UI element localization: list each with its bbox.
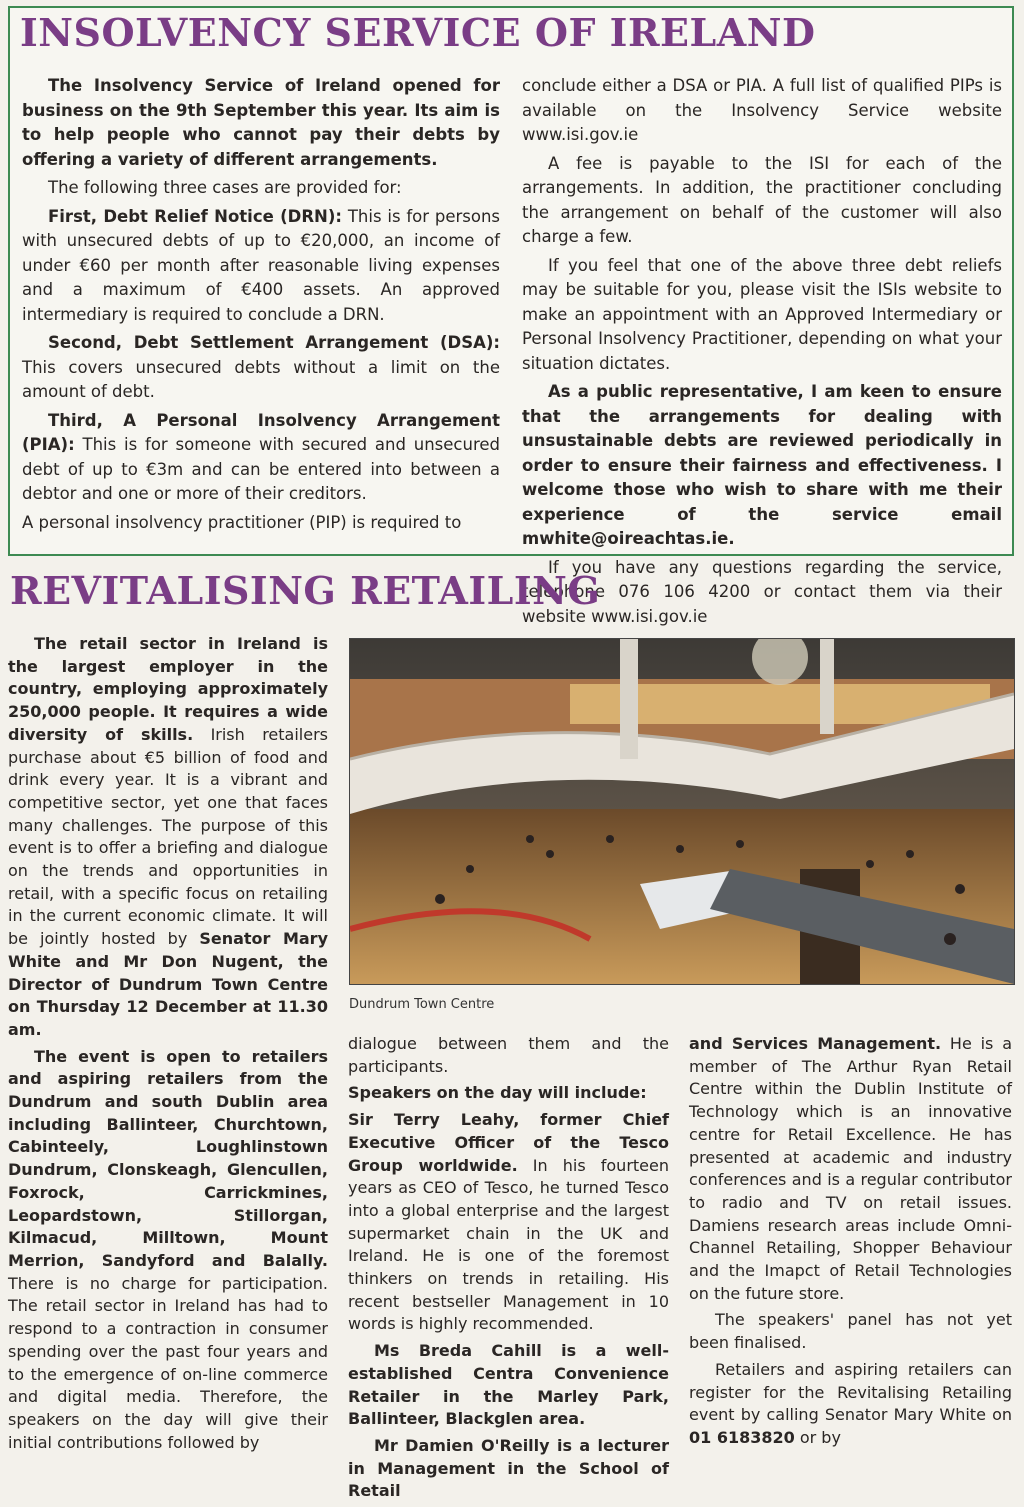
bold-text: Ms Breda Cahill is a well-established Centra Convenience Retailer in the Marley Park, Ballinteer, Blackglen area. [348, 1341, 669, 1429]
bold-text: Senator Mary White and Mr Don Nugent, the Director of Dundrum Town Centre on Thursday 12 December at 11.30 am. [8, 929, 329, 1039]
paragraph [22, 409, 500, 507]
photo-caption: Dundrum Town Centre [349, 997, 495, 1012]
insolvency-column-right [522, 74, 1002, 633]
paragraph [522, 74, 1002, 148]
body-text: A fee is payable to the ISI for each of the arrangements. In addition, the practitioner concluding the arrangement on behalf of the customer will also charge a few. [522, 153, 1002, 246]
bold-text: Mr Damien O'Reilly is a lecturer in Management in the School of Retail [348, 1435, 669, 1501]
bold-text: Third, A Personal Insolvency Arrangement (PIA): [22, 410, 500, 454]
paragraph [522, 254, 1002, 377]
bold-text: Second, Debt Settlement Arrangement (DSA): [48, 333, 500, 352]
body-text: If you have any questions regarding the service, telephone 076 106 4200 or contact them via their website www.isi.gov.ie [522, 557, 1002, 626]
retail-column-1 [8, 633, 328, 1458]
body-text: The speakers' panel has not yet been finalised. [689, 1310, 1012, 1353]
bold-text: The Insolvency Service of Ireland opened for business on the 9th September this year. Its aim is to help people who cannot pay their debts by offering a variety of different arrangements. [22, 76, 500, 169]
paragraph [522, 380, 1002, 552]
paragraph [348, 1109, 669, 1336]
paragraph [522, 152, 1002, 250]
body-text: This is for someone with secured and unsecured debt of up to €3m and can be entered into between a debtor and one or more of their creditors. [22, 435, 500, 503]
bold-text: First, Debt Relief Notice (DRN): [48, 206, 343, 226]
paragraph [22, 74, 500, 172]
retail-column-3 [689, 1033, 1012, 1454]
body-text: He is a member of The Arthur Ryan Retail Centre within the Dublin Institute of Technology which is an innovative centre for Retail Excellence. He has presented at academic and industry conferences and is a regular contributor to radio and TV on retail issues. Damiens research areas include Omni-Channel Retailing, Shopper Behaviour and the Imapct of Retail Technologies on the future store. [689, 1034, 1013, 1303]
insolvency-title: INSOLVENCY SERVICE OF IRELAND [20, 10, 816, 55]
bold-text: Speakers on the day will include: [348, 1083, 647, 1103]
paragraph [22, 331, 500, 405]
bold-text: The event is open to retailers and aspiring retailers from the Dundrum and south Dublin area including Ballinteer, Churchtown, Cabinteely, Loughlinstown Dundrum, Clonskeagh, Glencullen, Foxrock, Carrickmines, Leopardstown, Stillorgan, Kilmacud, Milltown, Mount Merrion, Sandyford and Balally. [8, 1046, 328, 1270]
body-text: This is for persons with unsecured debts of up to €20,000, an income of under €60 per month after reasonable living expenses and a maximum of €400 assets. An approved intermediary is required to conclude a DRN. [22, 206, 501, 324]
bold-text: The retail sector in Ireland is the largest employer in the country, employing approximately 250,000 people. It requires a wide diversity of skills. [8, 634, 328, 744]
paragraph [348, 1340, 669, 1431]
body-text: There is no charge for participation. The retail sector in Ireland has had to respond to a contraction in consumer spending over the past four years and to the emergence of on-line commerce and digital media. Therefore, the speakers on the day will give their initial contributions followed by [8, 1273, 328, 1452]
dundrum-mall-photo [349, 638, 1015, 985]
paragraph [22, 511, 500, 536]
paragraph [22, 205, 500, 328]
mall-interior-image [350, 639, 1014, 984]
paragraph [22, 176, 500, 201]
body-text: dialogue between them and the participants. [348, 1034, 669, 1076]
paragraph [348, 1082, 669, 1105]
body-text: conclude either a DSA or PIA. A full list of qualified PIPs is available on the Insolvency Service website www.isi.gov.ie [522, 76, 1002, 144]
paragraph [689, 1309, 1012, 1354]
body-text: or by [794, 1427, 841, 1447]
bold-text: 01 6183820 [689, 1427, 795, 1447]
paragraph [689, 1359, 1012, 1450]
body-text: Irish retailers purchase about €5 billion of food and drink every year. It is a vibrant and competitive sector, yet one that faces many challenges. The purpose of this event is to offer a briefing and dialogue on the trends and opportunities in retail, with a specific focus on retailing in the current economic climate. It will be jointly hosted by [8, 724, 328, 949]
bold-text: and Services Management. [689, 1034, 942, 1053]
body-text: Retailers and aspiring retailers can register for the Revitalising Retailing event by calling Senator Mary White on [689, 1359, 1012, 1425]
body-text: This covers unsecured debts without a limit on the amount of debt. [22, 357, 500, 401]
retail-column-2 [348, 1033, 669, 1507]
retail-title: REVITALISING RETAILING [10, 568, 601, 613]
paragraph [8, 633, 328, 1042]
body-text: In his fourteen years as CEO of Tesco, he turned Tesco into a global enterprise and the largest supermarket chain in the UK and Ireland. He is one of the foremost thinkers on trends in retailing. His recent bestseller Management in 10 words is highly recommended. [348, 1155, 669, 1334]
bold-text: Sir Terry Leahy, former Chief Executive Officer of the Tesco Group worldwide. [348, 1110, 669, 1175]
body-text: A personal insolvency practitioner (PIP) is required to [22, 512, 462, 532]
body-text: The following three cases are provided for: [48, 178, 402, 197]
paragraph [348, 1435, 669, 1503]
bold-text: As a public representative, I am keen to ensure that the arrangements for dealing with unsustainable debts are reviewed periodically in order to ensure their fairness and effectiveness. I welcome those who wish to share with me their experience of the service email mwhite@oireachtas.ie. [522, 382, 1002, 548]
insolvency-column-left [22, 74, 500, 539]
body-text: If you feel that one of the above three debt reliefs may be suitable for you, please visit the ISIs website to make an appointment with an Approved Intermediary or Personal Insolvency Practitioner, depending on what your situation dictates. [522, 255, 1002, 373]
paragraph [689, 1033, 1012, 1305]
paragraph [348, 1033, 669, 1078]
paragraph [8, 1046, 328, 1455]
